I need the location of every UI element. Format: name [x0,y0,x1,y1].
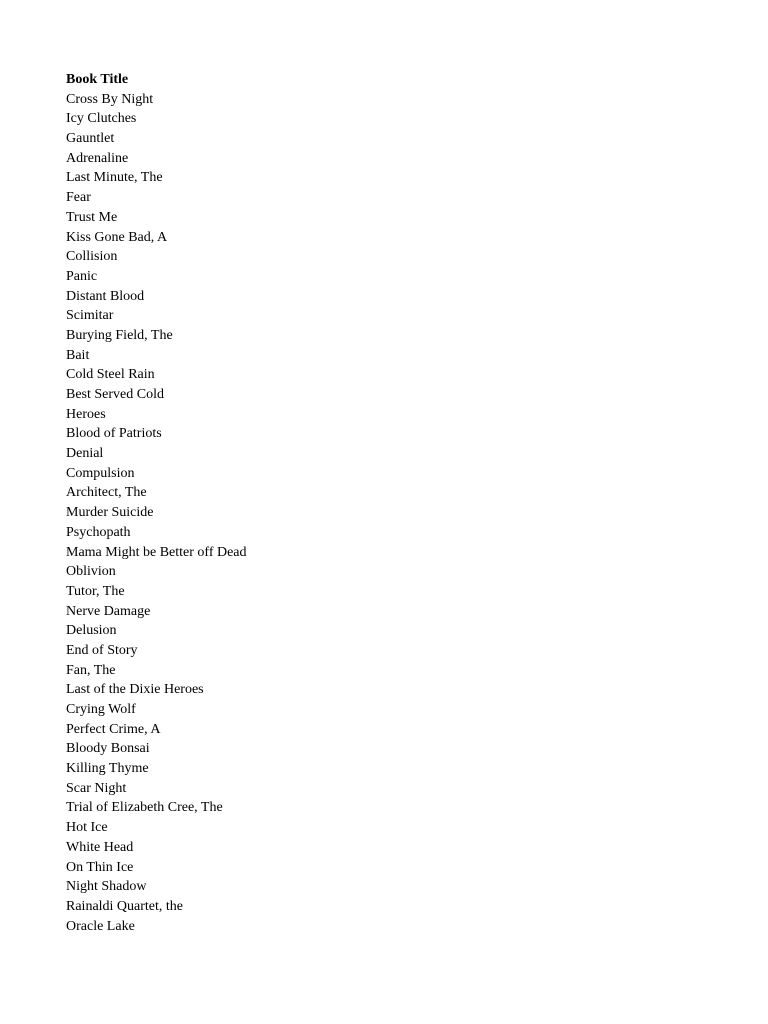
book-title-row: Adrenaline [66,150,129,166]
book-title-row: Rainaldi Quartet, the [66,898,184,914]
book-title-row: Icy Clutches [66,111,137,127]
book-title-row: Last of the Dixie Heroes [66,682,204,698]
book-title-row: Last Minute, The [66,170,163,186]
book-title-row: Psychopath [66,524,131,540]
book-title-row: White Head [66,839,134,855]
book-title-row: On Thin Ice [66,859,134,875]
book-title-row: Trial of Elizabeth Cree, The [66,800,223,816]
book-title-row: Tutor, The [66,583,125,599]
book-title-row: Distant Blood [66,288,145,304]
book-title-row: Kiss Gone Bad, A [66,229,168,245]
book-title-row: Perfect Crime, A [66,721,161,737]
book-title-row: Nerve Damage [66,603,151,619]
book-title-list [66,90,706,937]
book-title-row: Mama Might be Better off Dead [66,544,247,560]
book-title-row: Cross By Night [66,91,154,107]
column-header-book-title: Book Title [66,72,129,87]
document-page [66,70,706,936]
book-title-row: Collision [66,249,118,265]
book-title-row: Oracle Lake [66,918,135,934]
book-title-row: Best Served Cold [66,387,164,402]
book-title-row: Scimitar [66,308,114,324]
book-title-row: Trust Me [66,209,118,225]
book-title-row: Scar Night [66,780,127,796]
book-title-row: Gauntlet [66,131,115,147]
book-title-row: Denial [66,446,104,462]
book-title-row: Killing Thyme [66,761,149,777]
book-title-row: Delusion [66,623,117,639]
book-title-row: Night Shadow [66,879,147,895]
book-title-row: Burying Field, The [66,327,173,343]
book-title-row: Blood of Patriots [66,426,162,442]
book-title-row: Compulsion [66,465,135,481]
book-title-row: Hot Ice [66,820,108,836]
book-title-row: Heroes [66,406,106,422]
book-title-row: Murder Suicide [66,505,154,521]
book-title-row: Fear [66,190,91,206]
book-title-row: End of Story [66,642,138,658]
book-title-row: Bloody Bonsai [66,741,150,757]
book-title-row: Crying Wolf [66,702,136,717]
book-title-row: Panic [66,268,98,284]
book-title-row: Cold Steel Rain [66,367,155,383]
book-title-row: Bait [66,347,90,363]
book-title-row: Fan, The [66,662,116,678]
book-title-row: Architect, The [66,485,147,501]
book-title-row: Oblivion [66,564,116,580]
